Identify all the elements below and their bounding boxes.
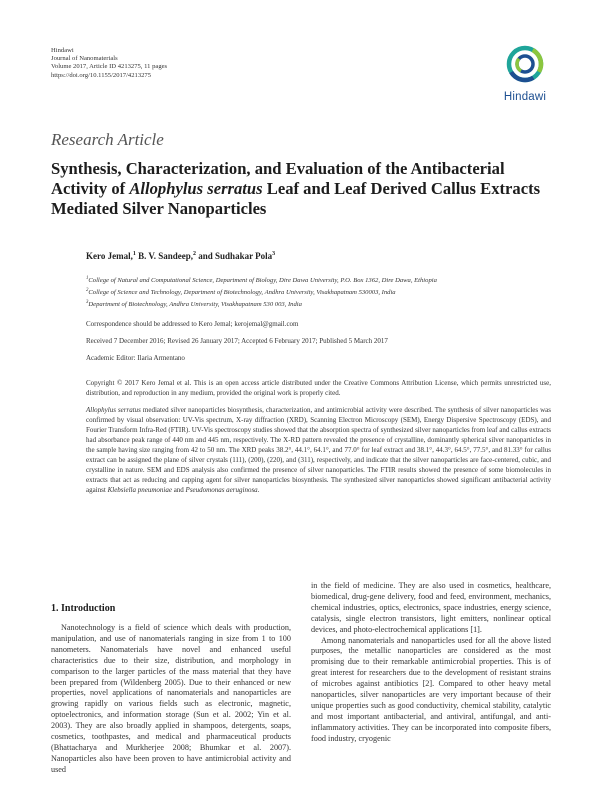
affiliation-list <box>86 274 437 311</box>
author-affiliation-mark: 1 <box>132 251 136 257</box>
abstract-bacterium-2: Pseudomonas aeruginosa <box>185 486 258 494</box>
author-name[interactable]: and Sudhakar Pola <box>196 251 273 261</box>
title-part-1: Synthesis, Characterization, and Evaluation of the Antibacterial Activity of <box>51 159 505 198</box>
intro-left-column <box>51 623 291 776</box>
author-affiliation-mark: 2 <box>193 251 197 257</box>
copyright-notice: Copyright © 2017 Kero Jemal et al. This is an open access article distributed under the Creative Commons Attribution License, which permits unrestricted use, distribution, and reproduction in any medium, provided the original work is properly cited. <box>86 379 551 397</box>
affiliation-item: $^3$Department of Biotechnology, Andhra University, Visakhapatnam 530 003, India <box>86 300 302 309</box>
academic-editor: Academic Editor: Ilaria Armentano <box>86 354 185 362</box>
section-heading-introduction: 1. Introduction <box>51 603 116 614</box>
author-name[interactable]: Kero Jemal, <box>86 251 133 261</box>
abstract: Allophylus serratus mediated silver nanoparticles biosynthesis, characterization, and antimicrobial activity were described. The synthesis of silver nanoparticles was confirmed by visual observation: UV-Vis spectrum, X-ray diffraction (XRD), Scanning Electron Microscopy (SEM), Energy Dispersive Spectroscopy (EDS), and Fourier Transform Infra-Red (FTIR). UV-Vis spectroscopy studies showed that the absorption spectra of synthesized silver nanoparticles from leaf and callus extracts had absorbance peak range of 440 nm and 445 nm, respectively. The X-RD pattern revealed the presence of crystalline, dominantly spherical silver nanoparticles in the sample having size ranging from 42 to 50 nm. The XRD peaks 38.2°, 44.1°, 64.1°, and 77.0° for leaf extract and 38.1°, 44.3°, 64.5°, 77.5°, and 81.33° for callus extract can be assigned the plane of silver crystals (111), (200), (220), and (311), respectively, and indicate that the silver nanoparticles are face-centered, cubic, and crystalline in nature. SEM and EDS analysis also confirmed the presence of silver nanoparticles. The FTIR results showed the presence of some biomolecules in extracts that act as reducing and capping agent for silver nanoparticles biosynthesis. The synthesized silver nanoparticles showed significant antibacterial activity against Klebsiella pneumoniae and Pseudomonas aeruginosa. <box>86 406 551 494</box>
article-title <box>51 159 551 219</box>
journal-metadata <box>51 47 167 80</box>
article-type: Research Article <box>51 130 164 149</box>
publisher-name: Hindawi <box>51 47 74 54</box>
article-dates: Received 7 December 2016; Revised 26 January 2017; Accepted 6 February 2017; Published 5 March 2017 <box>86 337 388 345</box>
intro-paragraph: Among nanomaterials and nanoparticles used for all the above listed purposes, the metallic nanoparticles are considered as the most promising due to their remarkable antimicrobial properties. This is of great interest for researchers due to the development of resistant strains of microbes against antibiotics [2]. Compared to other heavy metal nanoparticles, silver nanoparticles are very important because of their unique properties such as good conductivity, chemical stability, catalytic and most important antibacterial, and antiviral, antifungal, and anti-inflammatory activities. They can be incorporated into composite fibers, food industry, cryogenic <box>311 635 551 743</box>
intro-right-column <box>311 581 551 745</box>
abstract-bacterium-1: Klebsiella pneumoniae <box>107 486 172 494</box>
journal-name: Journal of Nanomaterials <box>51 55 118 63</box>
affiliation-item: $^1$College of Natural and Computational Science, Department of Biology, Dire Dawa University, P.O. Box 1362, Dire Dawa, Ethiopia <box>86 276 437 285</box>
author-list <box>86 251 275 261</box>
doi-link[interactable]: https://doi.org/10.1155/2017/4213275 <box>51 71 152 79</box>
title-species: Allophylus serratus <box>129 179 263 198</box>
title-part-2: Leaf and Leaf Derived Callus Extracts Mediated Silver Nanoparticles <box>51 179 541 218</box>
abstract-species: Allophylus serratus <box>86 406 141 414</box>
hindawi-logo-icon <box>497 45 553 89</box>
intro-paragraph: Nanotechnology is a field of science which deals with production, manipulation, and use of nanomaterials ranging in size from 1 to 100 nanometers. Nanomaterials have novel and enhanced useful characteristics due to their size, distribution, and morphology in comparison to the larger particles of the mass material that they have been prepared from (Wildenberg 2005). Due to their enhanced or new properties, novel applications of nanomaterials and nanoparticles are growing rapidly on various fields such as electronic, magnetic, optoelectronics, and information storage (Sun et al. 2002; Yin et al. 2003). They are also broadly applied in shampoos, detergents, soaps, cosmetics, toothpastes, and medical and pharmaceutical products (Bhattacharya and Murkherjee 2008; Bhumkar et al. 2007). Nanoparticles also have been proven to have antimicrobial activity and used <box>51 623 291 774</box>
abstract-body: mediated silver nanoparticles biosynthesis, characterization, and antimicrobial activity were described. The synthesis of silver nanoparticles was confirmed by visual observation: UV-Vis spectrum, X-ray diffraction (XRD), Scanning Electron Microscopy (SEM), Energy Dispersive Spectroscopy (EDS), and Fourier Transform Infra-Red (FTIR). UV-Vis spectroscopy studies showed that the absorption spectra of synthesized silver nanoparticles from leaf and callus extracts had absorbance peak range of 440 nm and 445 nm, respectively. The X-RD pattern revealed the presence of crystalline, dominantly spherical silver nanoparticles in the sample having size ranging from 42 to 50 nm. The XRD peaks 38.2°, 44.1°, 64.1°, and 77.0° for leaf extract and 38.1°, 44.3°, 64.5°, 77.5°, and 81.33° for callus extract can be assigned the plane of silver crystals (111), (200), (220), and (311), respectively, and indicate that the silver nanoparticles are face-centered, cubic, and crystalline in nature. SEM and EDS analysis also confirmed the presence of silver nanoparticles. The FTIR results showed the presence of some biomolecules in extracts that act as reducing and capping agent for silver nanoparticles biosynthesis. The synthesized silver nanoparticles showed significant antibacterial activity against <box>86 406 551 494</box>
author-name[interactable]: B. V. Sandeep, <box>135 251 194 261</box>
affiliation-item: $^2$College of Science and Technology, Department of Biotechnology, Andhra University, Visakhapatnam 530003, India <box>86 288 396 297</box>
volume-line: Volume 2017, Article ID 4213275, 11 pages <box>51 63 168 71</box>
hindawi-logo <box>497 45 553 107</box>
intro-paragraph: in the field of medicine. They are also used in cosmetics, healthcare, biomedical, drug-gene delivery, food and feed, environment, mechanics, chemical industries, optics, electronics, space industries, energy science, catalysis, single electron transistors, light emitters, nonlinear optical devices, and photo-electrochemical applications [1]. <box>311 581 551 634</box>
correspondence: Correspondence should be addressed to Kero Jemal; kerojemal@gmail.com <box>86 320 299 328</box>
author-affiliation-mark: 3 <box>272 251 276 257</box>
hindawi-logo-text: Hindawi <box>503 91 547 103</box>
